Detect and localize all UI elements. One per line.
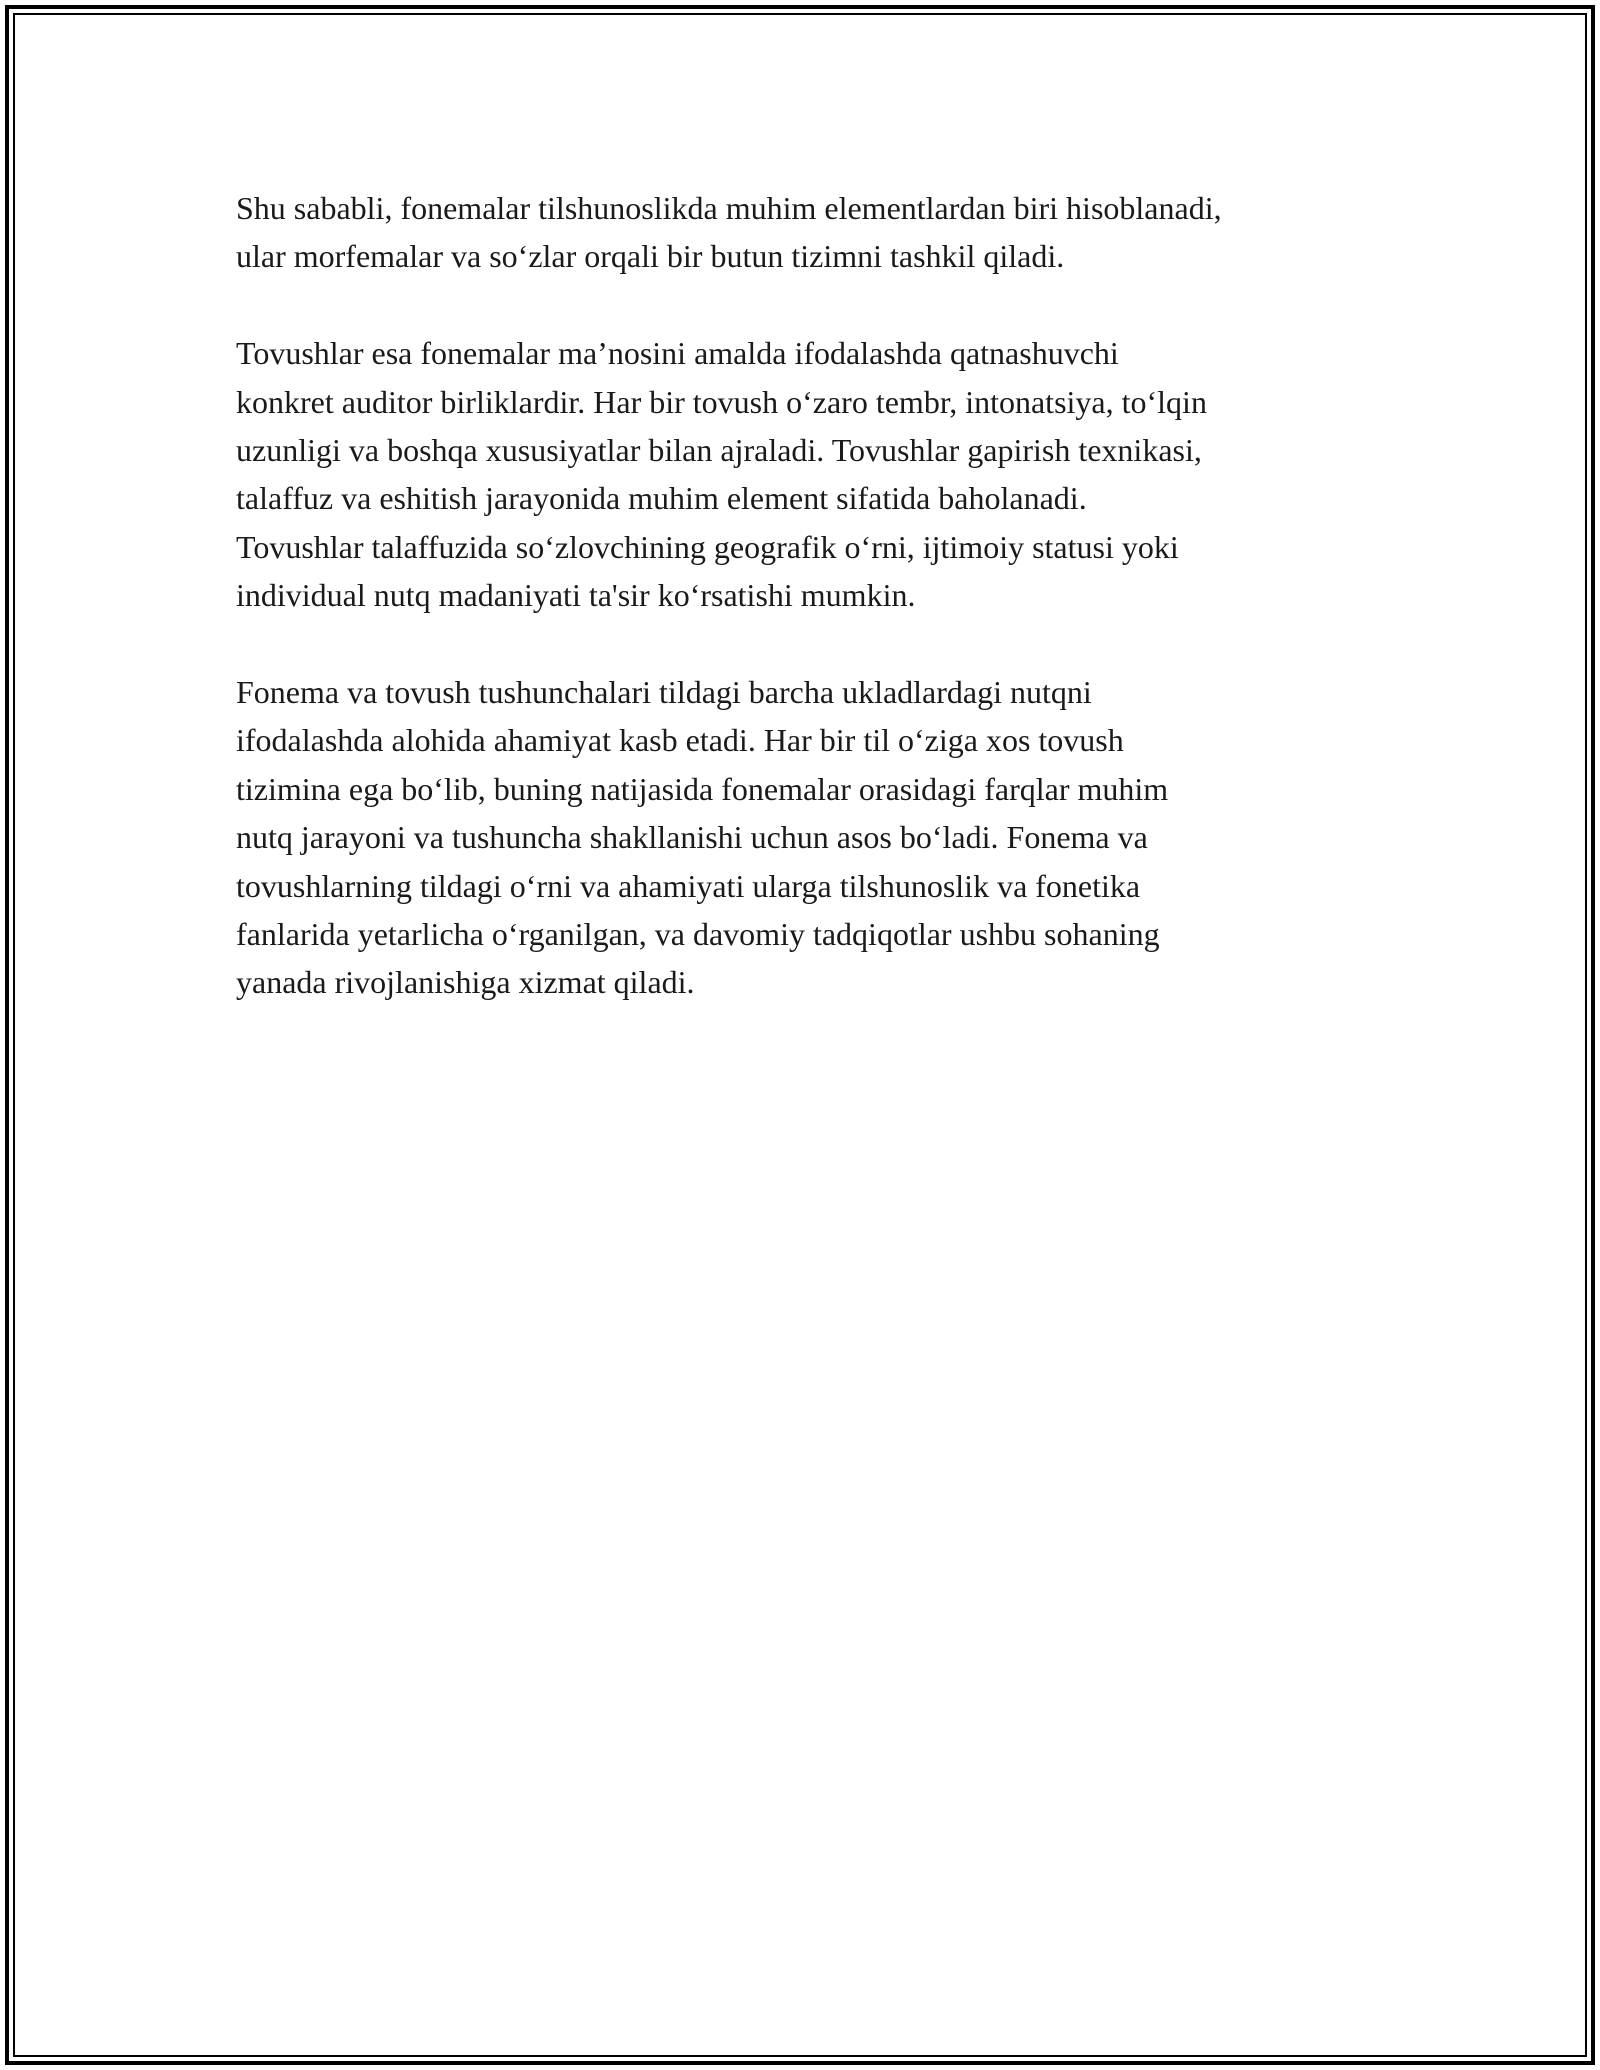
paragraph-2: Tovushlar esa fonemalar ma’nosini amalda ifodalashda qatnashuvchi konkret auditor birliklardir. Har bir tovush o‘zaro tembr, intonatsiya, to‘lqin uzunligi va boshqa xususiyatlar bilan ajraladi. Tovushlar gapirish texnikasi, talaffuz va eshitish jarayonida muhim element sifatida baholanadi. Tovushlar talaffuzida so‘zlovchining geografik o‘rni, ijtimoiy statusi yoki individual nutq madaniyati ta'sir ko‘rsatishi mumkin. — [236, 335, 1207, 614]
paragraph-1: Shu sababli, fonemalar tilshunoslikda muhim elementlardan biri hisoblanadi, ular morfemalar va so‘zlar orqali bir butun tizimni tashkil qiladi. — [236, 190, 1222, 275]
document-body — [236, 184, 1396, 1055]
paragraph-3: Fonema va tovush tushunchalari tildagi barcha ukladlardagi nutqni ifodalashda alohida ahamiyat kasb etadi. Har bir til o‘ziga xos tovush tizimina ega bo‘lib, buning natijasida fonemalar orasidagi farqlar muhim nutq jarayoni va tushuncha shakllanishi uchun asos bo‘ladi. Fonema va tovushlarning tildagi o‘rni va ahamiyati ularga tilshunoslik va fonetika fanlarida yetarlicha o‘rganilgan, va davomiy tadqiqotlar ushbu sohaning yanada rivojlanishiga xizmat qiladi. — [236, 674, 1169, 1001]
